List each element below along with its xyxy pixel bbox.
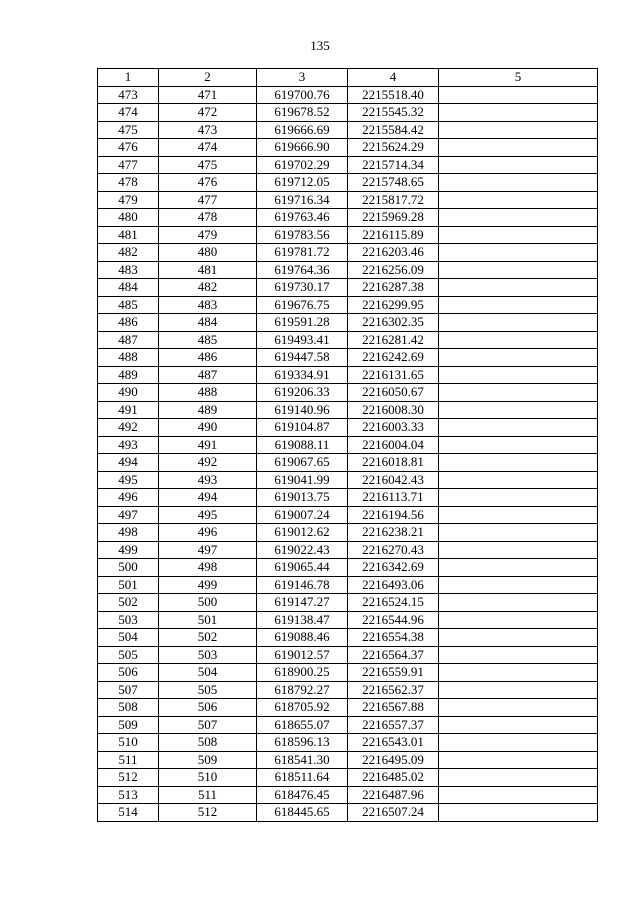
column-header-1: 1 bbox=[98, 69, 159, 87]
table-cell bbox=[439, 121, 598, 139]
table-row bbox=[98, 611, 598, 629]
table-cell: 2216008.30 bbox=[348, 401, 439, 419]
table-cell: 485 bbox=[159, 331, 257, 349]
table-cell: 618655.07 bbox=[257, 716, 348, 734]
table-cell bbox=[439, 209, 598, 227]
table-cell: 487 bbox=[159, 366, 257, 384]
table-cell bbox=[439, 786, 598, 804]
table-cell: 619700.76 bbox=[257, 86, 348, 104]
table-cell: 619666.90 bbox=[257, 139, 348, 157]
table-cell: 2216567.88 bbox=[348, 699, 439, 717]
table-row bbox=[98, 751, 598, 769]
table-row bbox=[98, 349, 598, 367]
table-cell bbox=[439, 366, 598, 384]
table-cell bbox=[439, 279, 598, 297]
table-row bbox=[98, 559, 598, 577]
table-cell: 499 bbox=[98, 541, 159, 559]
table-cell: 2216544.96 bbox=[348, 611, 439, 629]
table-cell: 492 bbox=[98, 419, 159, 437]
table-cell: 487 bbox=[98, 331, 159, 349]
table-cell: 501 bbox=[159, 611, 257, 629]
table-cell: 482 bbox=[159, 279, 257, 297]
table-cell bbox=[439, 734, 598, 752]
table-cell: 477 bbox=[159, 191, 257, 209]
table-cell: 2216256.09 bbox=[348, 261, 439, 279]
table-cell: 471 bbox=[159, 86, 257, 104]
table-cell: 2215969.28 bbox=[348, 209, 439, 227]
table-cell: 473 bbox=[98, 86, 159, 104]
column-header-4: 4 bbox=[348, 69, 439, 87]
table-row bbox=[98, 716, 598, 734]
table-row bbox=[98, 261, 598, 279]
table-cell: 480 bbox=[159, 244, 257, 262]
table-cell: 619334.91 bbox=[257, 366, 348, 384]
table-cell: 2216564.37 bbox=[348, 646, 439, 664]
table-cell bbox=[439, 611, 598, 629]
table-cell: 2216299.95 bbox=[348, 296, 439, 314]
table-cell bbox=[439, 629, 598, 647]
table-cell: 514 bbox=[98, 804, 159, 822]
table-cell: 2215624.29 bbox=[348, 139, 439, 157]
table-cell: 619781.72 bbox=[257, 244, 348, 262]
table-row bbox=[98, 314, 598, 332]
table-cell: 618900.25 bbox=[257, 664, 348, 682]
table-cell bbox=[439, 436, 598, 454]
table-cell bbox=[439, 524, 598, 542]
table-cell: 2215584.42 bbox=[348, 121, 439, 139]
table-row bbox=[98, 681, 598, 699]
table-row bbox=[98, 419, 598, 437]
table-cell: 2216131.65 bbox=[348, 366, 439, 384]
table-cell: 510 bbox=[98, 734, 159, 752]
table-row bbox=[98, 384, 598, 402]
table-cell: 618476.45 bbox=[257, 786, 348, 804]
table-cell bbox=[439, 174, 598, 192]
table-row bbox=[98, 524, 598, 542]
table-body bbox=[98, 86, 598, 821]
table-cell: 2215545.32 bbox=[348, 104, 439, 122]
table-cell: 497 bbox=[98, 506, 159, 524]
table-cell: 619138.47 bbox=[257, 611, 348, 629]
table-cell: 2216507.24 bbox=[348, 804, 439, 822]
table-row bbox=[98, 506, 598, 524]
table-cell bbox=[439, 156, 598, 174]
table-cell: 498 bbox=[159, 559, 257, 577]
table-cell: 489 bbox=[159, 401, 257, 419]
table-cell: 478 bbox=[98, 174, 159, 192]
table-cell: 506 bbox=[159, 699, 257, 717]
table-cell: 2216524.15 bbox=[348, 594, 439, 612]
table-cell bbox=[439, 454, 598, 472]
table-cell: 2215748.65 bbox=[348, 174, 439, 192]
table-cell: 2216113.71 bbox=[348, 489, 439, 507]
table-cell: 619013.75 bbox=[257, 489, 348, 507]
table-cell: 496 bbox=[98, 489, 159, 507]
table-cell: 619146.78 bbox=[257, 576, 348, 594]
table-cell: 619140.96 bbox=[257, 401, 348, 419]
table-cell: 497 bbox=[159, 541, 257, 559]
table-cell: 512 bbox=[98, 769, 159, 787]
table-cell: 2216004.04 bbox=[348, 436, 439, 454]
table-cell: 2216557.37 bbox=[348, 716, 439, 734]
table-cell: 474 bbox=[159, 139, 257, 157]
table-cell: 619764.36 bbox=[257, 261, 348, 279]
table-cell: 619147.27 bbox=[257, 594, 348, 612]
table-cell: 2216559.91 bbox=[348, 664, 439, 682]
table-cell: 2216487.96 bbox=[348, 786, 439, 804]
table-cell: 512 bbox=[159, 804, 257, 822]
table-cell: 483 bbox=[159, 296, 257, 314]
table-cell bbox=[439, 419, 598, 437]
table-cell: 491 bbox=[159, 436, 257, 454]
table-cell: 501 bbox=[98, 576, 159, 594]
table-cell: 492 bbox=[159, 454, 257, 472]
table-cell: 619065.44 bbox=[257, 559, 348, 577]
table-cell: 619206.33 bbox=[257, 384, 348, 402]
table-cell: 481 bbox=[98, 226, 159, 244]
table-cell: 2216238.21 bbox=[348, 524, 439, 542]
table-cell: 495 bbox=[98, 471, 159, 489]
table-cell: 486 bbox=[159, 349, 257, 367]
table-row bbox=[98, 541, 598, 559]
column-header-2: 2 bbox=[159, 69, 257, 87]
table-cell: 2216287.38 bbox=[348, 279, 439, 297]
column-header-5: 5 bbox=[439, 69, 598, 87]
table-cell: 619712.05 bbox=[257, 174, 348, 192]
table-row bbox=[98, 699, 598, 717]
table-row bbox=[98, 629, 598, 647]
table-cell: 480 bbox=[98, 209, 159, 227]
table-row bbox=[98, 454, 598, 472]
table-row bbox=[98, 104, 598, 122]
table-cell: 477 bbox=[98, 156, 159, 174]
table-cell: 619088.11 bbox=[257, 436, 348, 454]
table-cell: 511 bbox=[98, 751, 159, 769]
table-cell: 504 bbox=[98, 629, 159, 647]
table-cell: 2215714.34 bbox=[348, 156, 439, 174]
table-cell: 507 bbox=[159, 716, 257, 734]
table-cell bbox=[439, 261, 598, 279]
table-cell: 476 bbox=[159, 174, 257, 192]
table-cell bbox=[439, 751, 598, 769]
table-cell bbox=[439, 314, 598, 332]
table-cell: 2216115.89 bbox=[348, 226, 439, 244]
table-cell: 2216554.38 bbox=[348, 629, 439, 647]
table-cell: 511 bbox=[159, 786, 257, 804]
table-row bbox=[98, 86, 598, 104]
page-number: 135 bbox=[310, 38, 330, 53]
table-cell: 618541.30 bbox=[257, 751, 348, 769]
table-row bbox=[98, 489, 598, 507]
table-cell: 619763.46 bbox=[257, 209, 348, 227]
table-cell bbox=[439, 716, 598, 734]
table-cell bbox=[439, 86, 598, 104]
table-cell: 495 bbox=[159, 506, 257, 524]
table-cell bbox=[439, 506, 598, 524]
table-cell: 500 bbox=[159, 594, 257, 612]
table-cell: 494 bbox=[98, 454, 159, 472]
table-cell: 488 bbox=[159, 384, 257, 402]
table-cell: 499 bbox=[159, 576, 257, 594]
table-cell: 502 bbox=[98, 594, 159, 612]
table-cell: 618596.13 bbox=[257, 734, 348, 752]
table-cell: 510 bbox=[159, 769, 257, 787]
table-cell: 2215518.40 bbox=[348, 86, 439, 104]
table-cell bbox=[439, 699, 598, 717]
table-cell: 503 bbox=[98, 611, 159, 629]
table-cell: 2216270.43 bbox=[348, 541, 439, 559]
table-cell: 619012.57 bbox=[257, 646, 348, 664]
table-cell: 507 bbox=[98, 681, 159, 699]
table-row bbox=[98, 576, 598, 594]
table-row bbox=[98, 471, 598, 489]
table-row bbox=[98, 191, 598, 209]
table-cell bbox=[439, 594, 598, 612]
table-cell bbox=[439, 139, 598, 157]
table-cell bbox=[439, 104, 598, 122]
table-row bbox=[98, 156, 598, 174]
table-row bbox=[98, 646, 598, 664]
table-row bbox=[98, 209, 598, 227]
table-header-row bbox=[98, 69, 598, 87]
table-cell: 2216281.42 bbox=[348, 331, 439, 349]
table-cell: 618445.65 bbox=[257, 804, 348, 822]
table-row bbox=[98, 121, 598, 139]
table-row bbox=[98, 664, 598, 682]
table-cell: 619678.52 bbox=[257, 104, 348, 122]
table-cell: 619007.24 bbox=[257, 506, 348, 524]
table-cell: 505 bbox=[159, 681, 257, 699]
table-cell: 619088.46 bbox=[257, 629, 348, 647]
table-cell: 478 bbox=[159, 209, 257, 227]
table-cell: 2216485.02 bbox=[348, 769, 439, 787]
table-cell: 2216203.46 bbox=[348, 244, 439, 262]
table-cell: 2216018.81 bbox=[348, 454, 439, 472]
table-cell bbox=[439, 296, 598, 314]
table-cell: 2216050.67 bbox=[348, 384, 439, 402]
table-row bbox=[98, 436, 598, 454]
table-cell bbox=[439, 401, 598, 419]
table-cell: 496 bbox=[159, 524, 257, 542]
table-cell: 493 bbox=[159, 471, 257, 489]
table-row bbox=[98, 331, 598, 349]
table-cell: 618792.27 bbox=[257, 681, 348, 699]
table-row bbox=[98, 804, 598, 822]
table-cell: 472 bbox=[159, 104, 257, 122]
table-cell: 484 bbox=[159, 314, 257, 332]
table-cell: 2216495.09 bbox=[348, 751, 439, 769]
table-cell bbox=[439, 646, 598, 664]
table-cell: 489 bbox=[98, 366, 159, 384]
table-cell: 502 bbox=[159, 629, 257, 647]
table-cell: 619067.65 bbox=[257, 454, 348, 472]
table-cell: 508 bbox=[98, 699, 159, 717]
table-cell: 506 bbox=[98, 664, 159, 682]
table-cell bbox=[439, 191, 598, 209]
table-cell: 473 bbox=[159, 121, 257, 139]
table-cell: 619447.58 bbox=[257, 349, 348, 367]
table-cell bbox=[439, 226, 598, 244]
table-cell: 498 bbox=[98, 524, 159, 542]
table-cell: 619591.28 bbox=[257, 314, 348, 332]
table-cell: 500 bbox=[98, 559, 159, 577]
table-cell bbox=[439, 559, 598, 577]
coordinates-table bbox=[97, 68, 598, 822]
table-cell: 2216342.69 bbox=[348, 559, 439, 577]
table-cell: 619783.56 bbox=[257, 226, 348, 244]
table-cell: 513 bbox=[98, 786, 159, 804]
table-cell: 479 bbox=[159, 226, 257, 244]
table-cell: 484 bbox=[98, 279, 159, 297]
table-cell bbox=[439, 576, 598, 594]
table-cell: 619041.99 bbox=[257, 471, 348, 489]
table-cell: 2216042.43 bbox=[348, 471, 439, 489]
table-cell bbox=[439, 471, 598, 489]
table-row bbox=[98, 244, 598, 262]
table-cell: 619702.29 bbox=[257, 156, 348, 174]
table-cell: 475 bbox=[159, 156, 257, 174]
table-cell: 619012.62 bbox=[257, 524, 348, 542]
table-row bbox=[98, 769, 598, 787]
table-row bbox=[98, 226, 598, 244]
table-row bbox=[98, 366, 598, 384]
table-cell bbox=[439, 804, 598, 822]
table-cell bbox=[439, 489, 598, 507]
table-cell bbox=[439, 349, 598, 367]
table-cell: 2216493.06 bbox=[348, 576, 439, 594]
table-cell bbox=[439, 384, 598, 402]
table-cell: 479 bbox=[98, 191, 159, 209]
table-cell: 2216194.56 bbox=[348, 506, 439, 524]
table-cell: 504 bbox=[159, 664, 257, 682]
table-cell: 619716.34 bbox=[257, 191, 348, 209]
table-cell: 618705.92 bbox=[257, 699, 348, 717]
table-cell: 509 bbox=[98, 716, 159, 734]
table-cell: 2216242.69 bbox=[348, 349, 439, 367]
table-cell: 2216543.01 bbox=[348, 734, 439, 752]
table-row bbox=[98, 401, 598, 419]
table-cell: 618511.64 bbox=[257, 769, 348, 787]
table-row bbox=[98, 594, 598, 612]
table-cell: 619493.41 bbox=[257, 331, 348, 349]
table-cell: 619104.87 bbox=[257, 419, 348, 437]
table-cell: 490 bbox=[98, 384, 159, 402]
table-cell: 2216302.35 bbox=[348, 314, 439, 332]
table-cell: 486 bbox=[98, 314, 159, 332]
table-cell: 619022.43 bbox=[257, 541, 348, 559]
table-cell: 505 bbox=[98, 646, 159, 664]
table-cell: 483 bbox=[98, 261, 159, 279]
table-cell: 474 bbox=[98, 104, 159, 122]
table-cell: 485 bbox=[98, 296, 159, 314]
table-cell: 509 bbox=[159, 751, 257, 769]
table-cell: 482 bbox=[98, 244, 159, 262]
table-row bbox=[98, 734, 598, 752]
table-cell bbox=[439, 769, 598, 787]
table-row bbox=[98, 279, 598, 297]
table-cell: 490 bbox=[159, 419, 257, 437]
table-cell: 619730.17 bbox=[257, 279, 348, 297]
table-cell: 2215817.72 bbox=[348, 191, 439, 209]
table-cell bbox=[439, 331, 598, 349]
table-cell: 491 bbox=[98, 401, 159, 419]
table-cell: 494 bbox=[159, 489, 257, 507]
table-row bbox=[98, 139, 598, 157]
table-cell: 619666.69 bbox=[257, 121, 348, 139]
table-cell: 488 bbox=[98, 349, 159, 367]
table-cell: 493 bbox=[98, 436, 159, 454]
table-cell: 481 bbox=[159, 261, 257, 279]
table-cell: 503 bbox=[159, 646, 257, 664]
table-cell bbox=[439, 681, 598, 699]
table-row bbox=[98, 786, 598, 804]
table-cell bbox=[439, 244, 598, 262]
table-cell: 619676.75 bbox=[257, 296, 348, 314]
table-cell: 508 bbox=[159, 734, 257, 752]
table-row bbox=[98, 296, 598, 314]
table-row bbox=[98, 174, 598, 192]
table-cell: 2216003.33 bbox=[348, 419, 439, 437]
column-header-3: 3 bbox=[257, 69, 348, 87]
table-cell: 475 bbox=[98, 121, 159, 139]
table-cell: 476 bbox=[98, 139, 159, 157]
table-cell bbox=[439, 664, 598, 682]
table-cell bbox=[439, 541, 598, 559]
table-cell: 2216562.37 bbox=[348, 681, 439, 699]
